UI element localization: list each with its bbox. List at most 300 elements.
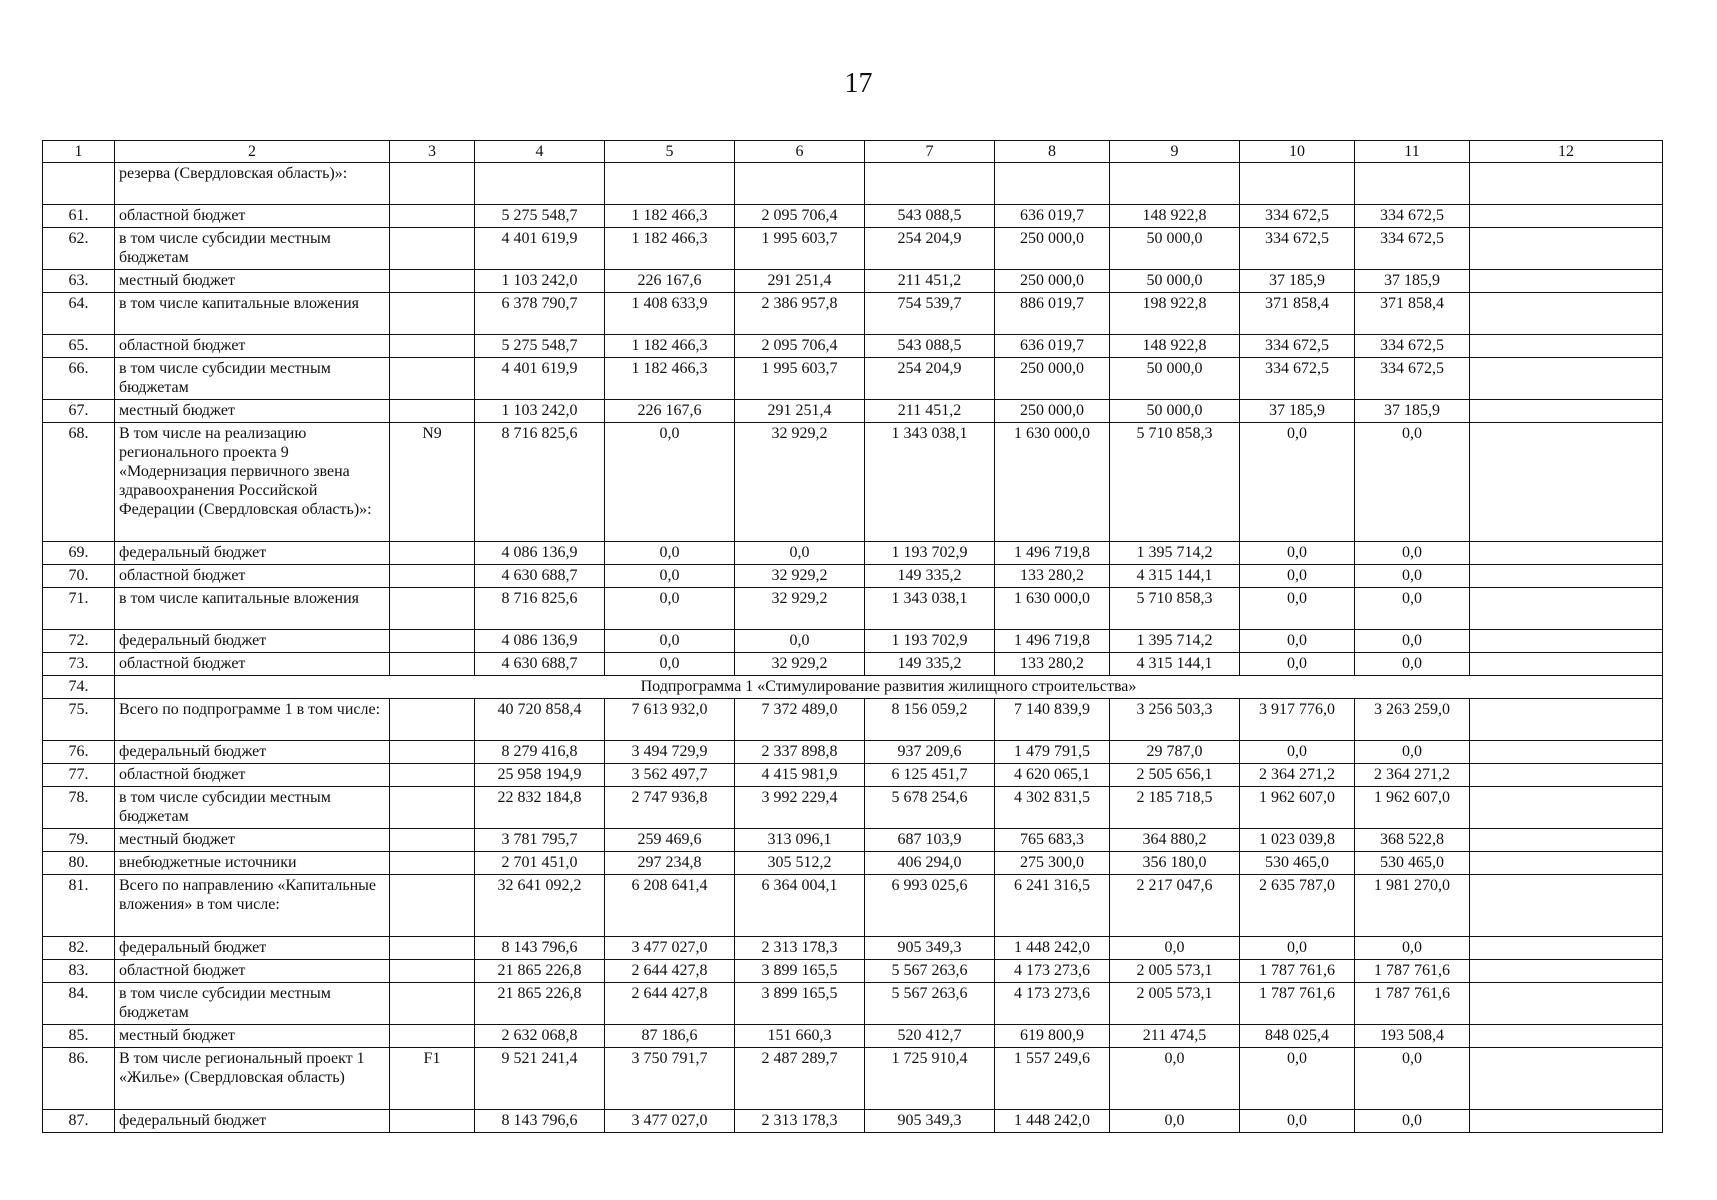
- value-cell: 1 448 242,0: [995, 1110, 1110, 1133]
- project-code: [390, 205, 475, 228]
- project-code: [390, 630, 475, 653]
- value-cell: [605, 163, 735, 205]
- value-cell: 32 929,2: [735, 423, 865, 542]
- row-number: 75.: [43, 699, 115, 741]
- value-cell: 356 180,0: [1110, 852, 1240, 875]
- value-cell: 3 781 795,7: [475, 829, 605, 852]
- value-cell: 193 508,4: [1355, 1025, 1470, 1048]
- project-code: [390, 653, 475, 676]
- value-cell: 1 343 038,1: [865, 588, 995, 630]
- project-code: N9: [390, 423, 475, 542]
- column-number-header: 11: [1355, 141, 1470, 163]
- value-cell: 1 395 714,2: [1110, 542, 1240, 565]
- value-cell: 0,0: [605, 423, 735, 542]
- value-cell: 50 000,0: [1110, 400, 1240, 423]
- empty-cell: [1470, 630, 1663, 653]
- value-cell: 1 630 000,0: [995, 588, 1110, 630]
- value-cell: 37 185,9: [1355, 270, 1470, 293]
- value-cell: 5 275 548,7: [475, 205, 605, 228]
- value-cell: 848 025,4: [1240, 1025, 1355, 1048]
- empty-cell: [1470, 829, 1663, 852]
- value-cell: 4 401 619,9: [475, 228, 605, 270]
- project-code: [390, 875, 475, 937]
- project-code: [390, 852, 475, 875]
- project-code: [390, 565, 475, 588]
- value-cell: 0,0: [1110, 937, 1240, 960]
- project-code: [390, 400, 475, 423]
- table-row: [43, 960, 1663, 983]
- value-cell: 3 263 259,0: [1355, 699, 1470, 741]
- value-cell: 250 000,0: [995, 270, 1110, 293]
- value-cell: 1 193 702,9: [865, 630, 995, 653]
- row-number: 65.: [43, 335, 115, 358]
- table-row: [43, 983, 1663, 1025]
- empty-cell: [1470, 293, 1663, 335]
- value-cell: 8 279 416,8: [475, 741, 605, 764]
- value-cell: 1 408 633,9: [605, 293, 735, 335]
- row-label: федеральный бюджет: [115, 741, 390, 764]
- value-cell: 9 521 241,4: [475, 1048, 605, 1110]
- value-cell: 1 557 249,6: [995, 1048, 1110, 1110]
- value-cell: 4 086 136,9: [475, 542, 605, 565]
- value-cell: 8 143 796,6: [475, 1110, 605, 1133]
- value-cell: 0,0: [1355, 1110, 1470, 1133]
- empty-cell: [1470, 270, 1663, 293]
- value-cell: 0,0: [1355, 542, 1470, 565]
- column-number-header: 1: [43, 141, 115, 163]
- table-row: [43, 565, 1663, 588]
- value-cell: 543 088,5: [865, 335, 995, 358]
- row-label: в том числе субсидии местным бюджетам: [115, 983, 390, 1025]
- row-number: 72.: [43, 630, 115, 653]
- value-cell: 7 140 839,9: [995, 699, 1110, 741]
- value-cell: 50 000,0: [1110, 358, 1240, 400]
- value-cell: 2 701 451,0: [475, 852, 605, 875]
- value-cell: 0,0: [1240, 1110, 1355, 1133]
- value-cell: 6 208 641,4: [605, 875, 735, 937]
- column-number-header: 3: [390, 141, 475, 163]
- value-cell: 2 005 573,1: [1110, 960, 1240, 983]
- value-cell: 1 981 270,0: [1355, 875, 1470, 937]
- empty-cell: [1470, 228, 1663, 270]
- value-cell: 1 787 761,6: [1240, 960, 1355, 983]
- value-cell: 0,0: [605, 588, 735, 630]
- row-label: в том числе субсидии местным бюджетам: [115, 228, 390, 270]
- column-number-header: 6: [735, 141, 865, 163]
- value-cell: 0,0: [1110, 1048, 1240, 1110]
- value-cell: 530 465,0: [1355, 852, 1470, 875]
- value-cell: 2 386 957,8: [735, 293, 865, 335]
- table-row: [43, 228, 1663, 270]
- row-number: 69.: [43, 542, 115, 565]
- row-label: федеральный бюджет: [115, 1110, 390, 1133]
- row-label: резерва (Свердловская область)»:: [115, 163, 390, 205]
- value-cell: 2 487 289,7: [735, 1048, 865, 1110]
- value-cell: [1110, 163, 1240, 205]
- value-cell: 1 995 603,7: [735, 228, 865, 270]
- value-cell: 334 672,5: [1355, 228, 1470, 270]
- value-cell: 5 275 548,7: [475, 335, 605, 358]
- value-cell: 37 185,9: [1355, 400, 1470, 423]
- value-cell: 3 899 165,5: [735, 983, 865, 1025]
- column-number-header: 7: [865, 141, 995, 163]
- row-number: 87.: [43, 1110, 115, 1133]
- value-cell: 148 922,8: [1110, 335, 1240, 358]
- value-cell: 636 019,7: [995, 205, 1110, 228]
- table-row: [43, 937, 1663, 960]
- value-cell: 0,0: [735, 630, 865, 653]
- row-label: Всего по направлению «Капитальные вложения» в том числе:: [115, 875, 390, 937]
- value-cell: 8 716 825,6: [475, 588, 605, 630]
- project-code: [390, 542, 475, 565]
- value-cell: 1 496 719,8: [995, 542, 1110, 565]
- table-row: [43, 1048, 1663, 1110]
- value-cell: 0,0: [605, 653, 735, 676]
- table-row: [43, 423, 1663, 542]
- table-row: [43, 588, 1663, 630]
- value-cell: 3 477 027,0: [605, 1110, 735, 1133]
- value-cell: 1 787 761,6: [1355, 983, 1470, 1025]
- value-cell: 0,0: [605, 542, 735, 565]
- value-cell: 1 448 242,0: [995, 937, 1110, 960]
- empty-cell: [1470, 423, 1663, 542]
- empty-cell: [1470, 1048, 1663, 1110]
- row-number: 67.: [43, 400, 115, 423]
- row-label: местный бюджет: [115, 829, 390, 852]
- value-cell: 4 630 688,7: [475, 565, 605, 588]
- value-cell: 0,0: [1355, 630, 1470, 653]
- value-cell: 1 787 761,6: [1355, 960, 1470, 983]
- value-cell: 2 095 706,4: [735, 205, 865, 228]
- value-cell: 0,0: [735, 542, 865, 565]
- header-row: [43, 141, 1663, 163]
- project-code: [390, 335, 475, 358]
- value-cell: 1 193 702,9: [865, 542, 995, 565]
- row-label: областной бюджет: [115, 764, 390, 787]
- value-cell: 305 512,2: [735, 852, 865, 875]
- table-row: [43, 630, 1663, 653]
- row-label: в том числе капитальные вложения: [115, 588, 390, 630]
- value-cell: 937 209,6: [865, 741, 995, 764]
- table-row: [43, 875, 1663, 937]
- value-cell: 0,0: [1240, 653, 1355, 676]
- row-label: областной бюджет: [115, 205, 390, 228]
- value-cell: 4 620 065,1: [995, 764, 1110, 787]
- value-cell: 32 641 092,2: [475, 875, 605, 937]
- value-cell: 198 922,8: [1110, 293, 1240, 335]
- value-cell: 0,0: [1355, 937, 1470, 960]
- row-number: 68.: [43, 423, 115, 542]
- value-cell: 226 167,6: [605, 400, 735, 423]
- value-cell: 0,0: [1240, 1048, 1355, 1110]
- table-row: [43, 787, 1663, 829]
- value-cell: 25 958 194,9: [475, 764, 605, 787]
- row-label: внебюджетные источники: [115, 852, 390, 875]
- column-number-header: 4: [475, 141, 605, 163]
- value-cell: 148 922,8: [1110, 205, 1240, 228]
- empty-cell: [1470, 542, 1663, 565]
- value-cell: 6 378 790,7: [475, 293, 605, 335]
- value-cell: 5 678 254,6: [865, 787, 995, 829]
- value-cell: 0,0: [1240, 542, 1355, 565]
- value-cell: 4 401 619,9: [475, 358, 605, 400]
- value-cell: 291 251,4: [735, 400, 865, 423]
- value-cell: 2 644 427,8: [605, 960, 735, 983]
- project-code: [390, 270, 475, 293]
- table-row: [43, 1110, 1663, 1133]
- value-cell: 0,0: [1355, 1048, 1470, 1110]
- project-code: [390, 358, 475, 400]
- value-cell: 406 294,0: [865, 852, 995, 875]
- value-cell: 21 865 226,8: [475, 960, 605, 983]
- value-cell: 3 256 503,3: [1110, 699, 1240, 741]
- value-cell: 6 993 025,6: [865, 875, 995, 937]
- row-number: 80.: [43, 852, 115, 875]
- empty-cell: [1470, 937, 1663, 960]
- column-number-header: 5: [605, 141, 735, 163]
- value-cell: 259 469,6: [605, 829, 735, 852]
- value-cell: [735, 163, 865, 205]
- value-cell: 754 539,7: [865, 293, 995, 335]
- value-cell: 297 234,8: [605, 852, 735, 875]
- row-number: 77.: [43, 764, 115, 787]
- value-cell: 0,0: [1240, 741, 1355, 764]
- table-row: [43, 676, 1663, 699]
- value-cell: 886 019,7: [995, 293, 1110, 335]
- value-cell: 619 800,9: [995, 1025, 1110, 1048]
- row-number: 62.: [43, 228, 115, 270]
- value-cell: 291 251,4: [735, 270, 865, 293]
- value-cell: 0,0: [1240, 423, 1355, 542]
- row-label: в том числе субсидии местным бюджетам: [115, 358, 390, 400]
- value-cell: 1 182 466,3: [605, 205, 735, 228]
- value-cell: 211 474,5: [1110, 1025, 1240, 1048]
- row-label: федеральный бюджет: [115, 630, 390, 653]
- value-cell: 0,0: [1355, 565, 1470, 588]
- table-row: [43, 852, 1663, 875]
- value-cell: 1 962 607,0: [1355, 787, 1470, 829]
- value-cell: 40 720 858,4: [475, 699, 605, 741]
- value-cell: [475, 163, 605, 205]
- empty-cell: [1470, 358, 1663, 400]
- value-cell: 1 479 791,5: [995, 741, 1110, 764]
- project-code: [390, 983, 475, 1025]
- project-code: [390, 699, 475, 741]
- row-label: В том числе на реализацию регионального проекта 9 «Модернизация первичного звена здравоохранения Российской Федерации (Свердловская область)»:: [115, 423, 390, 542]
- project-code: [390, 764, 475, 787]
- value-cell: 50 000,0: [1110, 270, 1240, 293]
- value-cell: 6 241 316,5: [995, 875, 1110, 937]
- value-cell: 4 315 144,1: [1110, 565, 1240, 588]
- value-cell: 32 929,2: [735, 588, 865, 630]
- value-cell: 4 415 981,9: [735, 764, 865, 787]
- project-code: [390, 1025, 475, 1048]
- row-number: 66.: [43, 358, 115, 400]
- value-cell: 0,0: [1240, 630, 1355, 653]
- value-cell: 1 023 039,8: [1240, 829, 1355, 852]
- value-cell: 636 019,7: [995, 335, 1110, 358]
- row-number: 86.: [43, 1048, 115, 1110]
- value-cell: 250 000,0: [995, 228, 1110, 270]
- empty-cell: [1470, 741, 1663, 764]
- row-label: областной бюджет: [115, 960, 390, 983]
- value-cell: 905 349,3: [865, 1110, 995, 1133]
- row-number: 73.: [43, 653, 115, 676]
- value-cell: 3 899 165,5: [735, 960, 865, 983]
- row-number: 82.: [43, 937, 115, 960]
- empty-cell: [1470, 764, 1663, 787]
- value-cell: 334 672,5: [1355, 205, 1470, 228]
- value-cell: 32 929,2: [735, 653, 865, 676]
- page-number: 17: [844, 68, 873, 99]
- value-cell: 254 204,9: [865, 358, 995, 400]
- row-number: 76.: [43, 741, 115, 764]
- empty-cell: [1470, 960, 1663, 983]
- value-cell: 334 672,5: [1355, 358, 1470, 400]
- value-cell: 0,0: [1355, 588, 1470, 630]
- empty-cell: [1470, 787, 1663, 829]
- column-number-header: 8: [995, 141, 1110, 163]
- value-cell: 0,0: [1355, 741, 1470, 764]
- row-label: в том числе капитальные вложения: [115, 293, 390, 335]
- value-cell: 2 364 271,2: [1355, 764, 1470, 787]
- column-number-header: 9: [1110, 141, 1240, 163]
- value-cell: 687 103,9: [865, 829, 995, 852]
- value-cell: 543 088,5: [865, 205, 995, 228]
- value-cell: 1 182 466,3: [605, 358, 735, 400]
- value-cell: 37 185,9: [1240, 400, 1355, 423]
- value-cell: 364 880,2: [1110, 829, 1240, 852]
- value-cell: 2 185 718,5: [1110, 787, 1240, 829]
- column-number-header: 12: [1470, 141, 1663, 163]
- project-code: [390, 741, 475, 764]
- value-cell: 0,0: [1110, 1110, 1240, 1133]
- value-cell: 1 496 719,8: [995, 630, 1110, 653]
- row-number: 85.: [43, 1025, 115, 1048]
- value-cell: 1 630 000,0: [995, 423, 1110, 542]
- table-row: [43, 829, 1663, 852]
- section-title: Подпрограмма 1 «Стимулирование развития жилищного строительства»: [115, 676, 1663, 699]
- row-label: местный бюджет: [115, 270, 390, 293]
- row-label: федеральный бюджет: [115, 542, 390, 565]
- value-cell: 6 364 004,1: [735, 875, 865, 937]
- project-code: [390, 163, 475, 205]
- row-number: [43, 163, 115, 205]
- empty-cell: [1470, 205, 1663, 228]
- row-number: 74.: [43, 676, 115, 699]
- empty-cell: [1470, 1025, 1663, 1048]
- value-cell: 334 672,5: [1240, 228, 1355, 270]
- value-cell: 2 632 068,8: [475, 1025, 605, 1048]
- value-cell: 3 750 791,7: [605, 1048, 735, 1110]
- empty-cell: [1470, 852, 1663, 875]
- value-cell: [1240, 163, 1355, 205]
- row-number: 79.: [43, 829, 115, 852]
- column-number-header: 10: [1240, 141, 1355, 163]
- empty-cell: [1470, 653, 1663, 676]
- value-cell: 0,0: [605, 565, 735, 588]
- value-cell: 2 095 706,4: [735, 335, 865, 358]
- value-cell: 254 204,9: [865, 228, 995, 270]
- value-cell: 2 005 573,1: [1110, 983, 1240, 1025]
- value-cell: 334 672,5: [1240, 358, 1355, 400]
- row-label: федеральный бюджет: [115, 937, 390, 960]
- value-cell: 1 182 466,3: [605, 228, 735, 270]
- value-cell: 313 096,1: [735, 829, 865, 852]
- project-code: [390, 1110, 475, 1133]
- value-cell: 22 832 184,8: [475, 787, 605, 829]
- value-cell: 2 313 178,3: [735, 1110, 865, 1133]
- row-label: областной бюджет: [115, 653, 390, 676]
- empty-cell: [1470, 875, 1663, 937]
- row-number: 78.: [43, 787, 115, 829]
- empty-cell: [1470, 699, 1663, 741]
- table-row: [43, 741, 1663, 764]
- row-label: Всего по подпрограмме 1 в том числе:: [115, 699, 390, 741]
- value-cell: 2 747 936,8: [605, 787, 735, 829]
- table-row: [43, 293, 1663, 335]
- value-cell: 0,0: [1355, 653, 1470, 676]
- empty-cell: [1470, 983, 1663, 1025]
- value-cell: 275 300,0: [995, 852, 1110, 875]
- value-cell: 2 337 898,8: [735, 741, 865, 764]
- table-row: [43, 335, 1663, 358]
- value-cell: 2 505 656,1: [1110, 764, 1240, 787]
- column-number-header: 2: [115, 141, 390, 163]
- value-cell: 3 477 027,0: [605, 937, 735, 960]
- table-row: [43, 764, 1663, 787]
- value-cell: 0,0: [605, 630, 735, 653]
- value-cell: 1 182 466,3: [605, 335, 735, 358]
- row-number: 64.: [43, 293, 115, 335]
- row-label: областной бюджет: [115, 335, 390, 358]
- value-cell: 5 567 263,6: [865, 983, 995, 1025]
- value-cell: 250 000,0: [995, 400, 1110, 423]
- value-cell: 211 451,2: [865, 400, 995, 423]
- value-cell: 0,0: [1355, 423, 1470, 542]
- row-number: 70.: [43, 565, 115, 588]
- project-code: [390, 937, 475, 960]
- table-row: [43, 358, 1663, 400]
- value-cell: 3 494 729,9: [605, 741, 735, 764]
- value-cell: 1 995 603,7: [735, 358, 865, 400]
- value-cell: 29 787,0: [1110, 741, 1240, 764]
- row-number: 84.: [43, 983, 115, 1025]
- value-cell: 368 522,8: [1355, 829, 1470, 852]
- value-cell: 226 167,6: [605, 270, 735, 293]
- table-row: [43, 270, 1663, 293]
- project-code: [390, 787, 475, 829]
- project-code: [390, 228, 475, 270]
- value-cell: 4 173 273,6: [995, 960, 1110, 983]
- value-cell: 530 465,0: [1240, 852, 1355, 875]
- value-cell: 3 917 776,0: [1240, 699, 1355, 741]
- value-cell: 1 962 607,0: [1240, 787, 1355, 829]
- row-number: 83.: [43, 960, 115, 983]
- project-code: [390, 588, 475, 630]
- row-label: местный бюджет: [115, 400, 390, 423]
- value-cell: 21 865 226,8: [475, 983, 605, 1025]
- value-cell: 4 173 273,6: [995, 983, 1110, 1025]
- table-row: [43, 1025, 1663, 1048]
- value-cell: 151 660,3: [735, 1025, 865, 1048]
- table-row: [43, 163, 1663, 205]
- value-cell: 765 683,3: [995, 829, 1110, 852]
- value-cell: 334 672,5: [1240, 205, 1355, 228]
- value-cell: 149 335,2: [865, 653, 995, 676]
- value-cell: 1 395 714,2: [1110, 630, 1240, 653]
- value-cell: 1 103 242,0: [475, 400, 605, 423]
